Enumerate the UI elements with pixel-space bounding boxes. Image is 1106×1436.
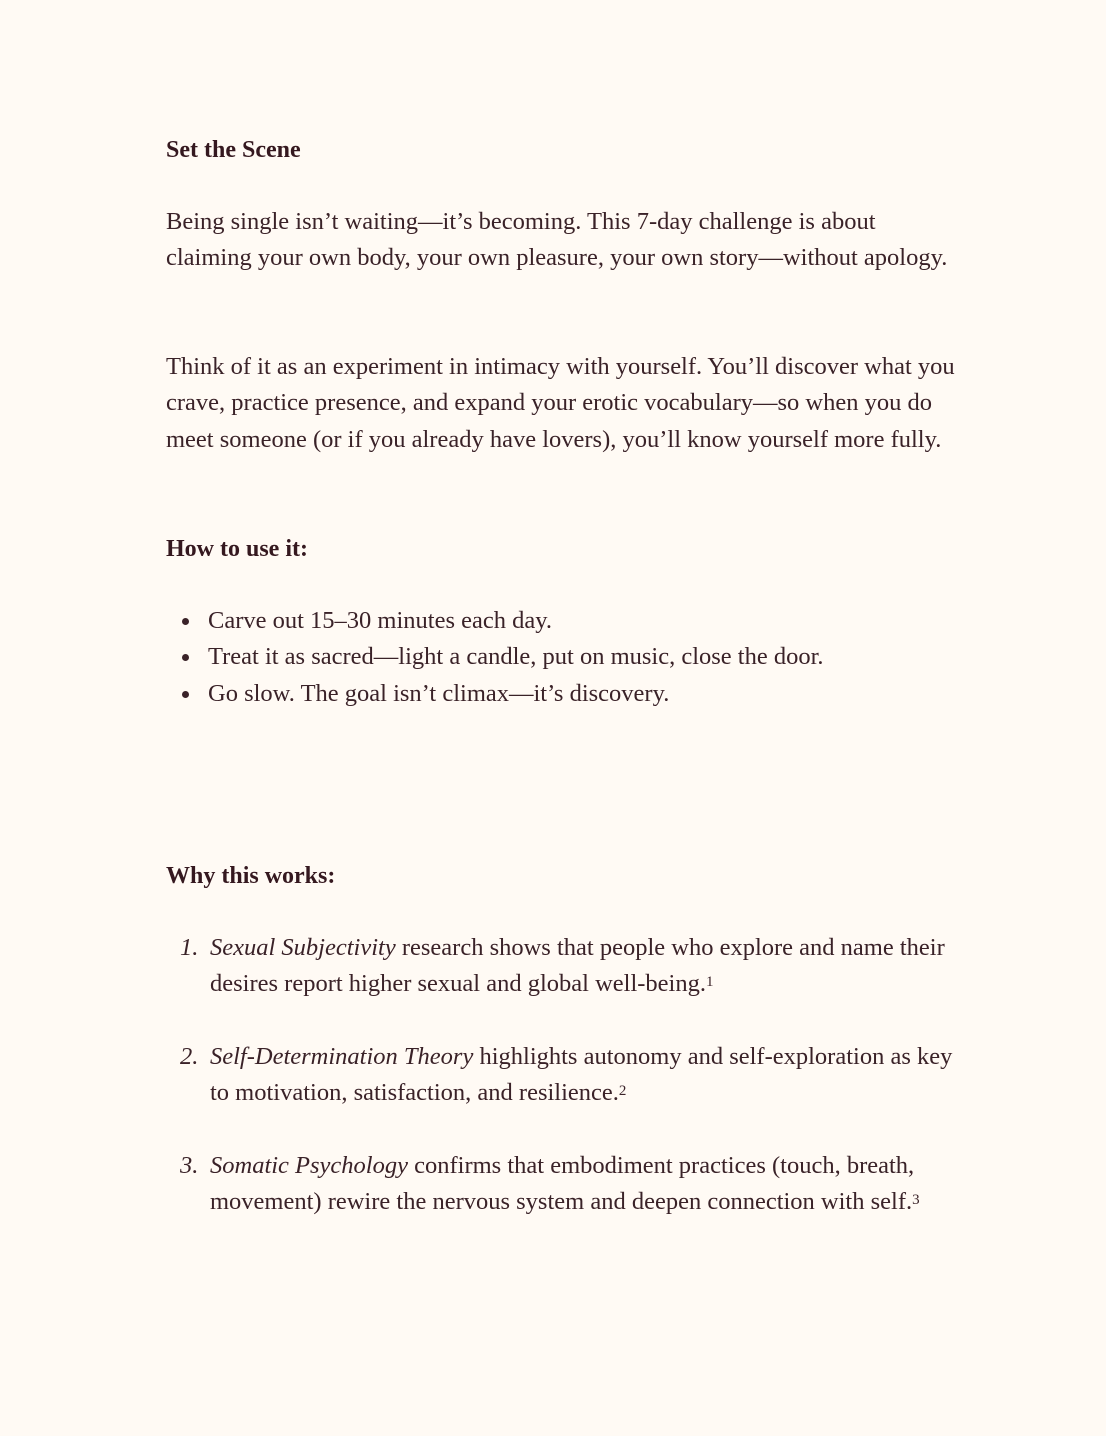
reason-body [210,930,956,1003]
reason-item [166,1148,956,1221]
reason-text: confirms that embodiment practices (touch, breath, movement) rewire the nervous system and deepen connection with self. [210,1152,915,1216]
reason-item [166,1039,956,1112]
how-to-use-heading: How to use it: [166,536,308,562]
reason-term: Sexual Subjectivity [210,934,396,961]
reason-number: 2. [180,1043,199,1070]
footnote-marker: 1 [705,974,714,991]
reason-term: Self-Determination Theory [210,1043,474,1070]
reason-number: 3. [180,1152,199,1179]
how-to-item-text: Treat it as sacred—light a candle, put on music, close the door. [208,643,824,671]
reason-body [210,1039,956,1112]
how-to-item-text: Carve out 15–30 minutes each day. [208,607,553,634]
set-the-scene-heading: Set the Scene [166,137,301,163]
reason-body [210,1148,956,1221]
reason-item [166,930,956,1003]
footnote-marker: 3 [912,1192,920,1209]
bullet-dot-icon [182,691,189,698]
reason-text: highlights autonomy and self-exploration as key to motivation, satisfaction, and resilience. [210,1043,953,1107]
how-to-item [166,676,824,712]
intro-paragraph: Being single isn’t waiting—it’s becoming. This 7-day challenge is about claiming your own body, your own pleasure, your own story—without apology. [166,208,948,272]
why-this-works-heading: Why this works: [166,863,336,889]
experiment-paragraph: Think of it as an experiment in intimacy with yourself. You’ll discover what you crave, practice presence, and expand your erotic vocabulary—so when you do meet someone (or if you already have lovers), you’ll know yourself more fully. [166,353,955,453]
reason-term: Somatic Psychology [210,1152,408,1179]
how-to-item [166,639,824,675]
bullet-dot-icon [182,654,189,661]
how-to-list [166,603,824,712]
how-to-item [166,603,824,639]
reason-text: research shows that people who explore and name their desires report higher sexual and global well-being. [210,934,945,998]
bullet-dot-icon [182,618,189,625]
footnote-marker: 2 [618,1083,627,1100]
reason-number: 1. [180,934,199,961]
how-to-item-text: Go slow. The goal isn’t climax—it’s discovery. [208,679,670,707]
